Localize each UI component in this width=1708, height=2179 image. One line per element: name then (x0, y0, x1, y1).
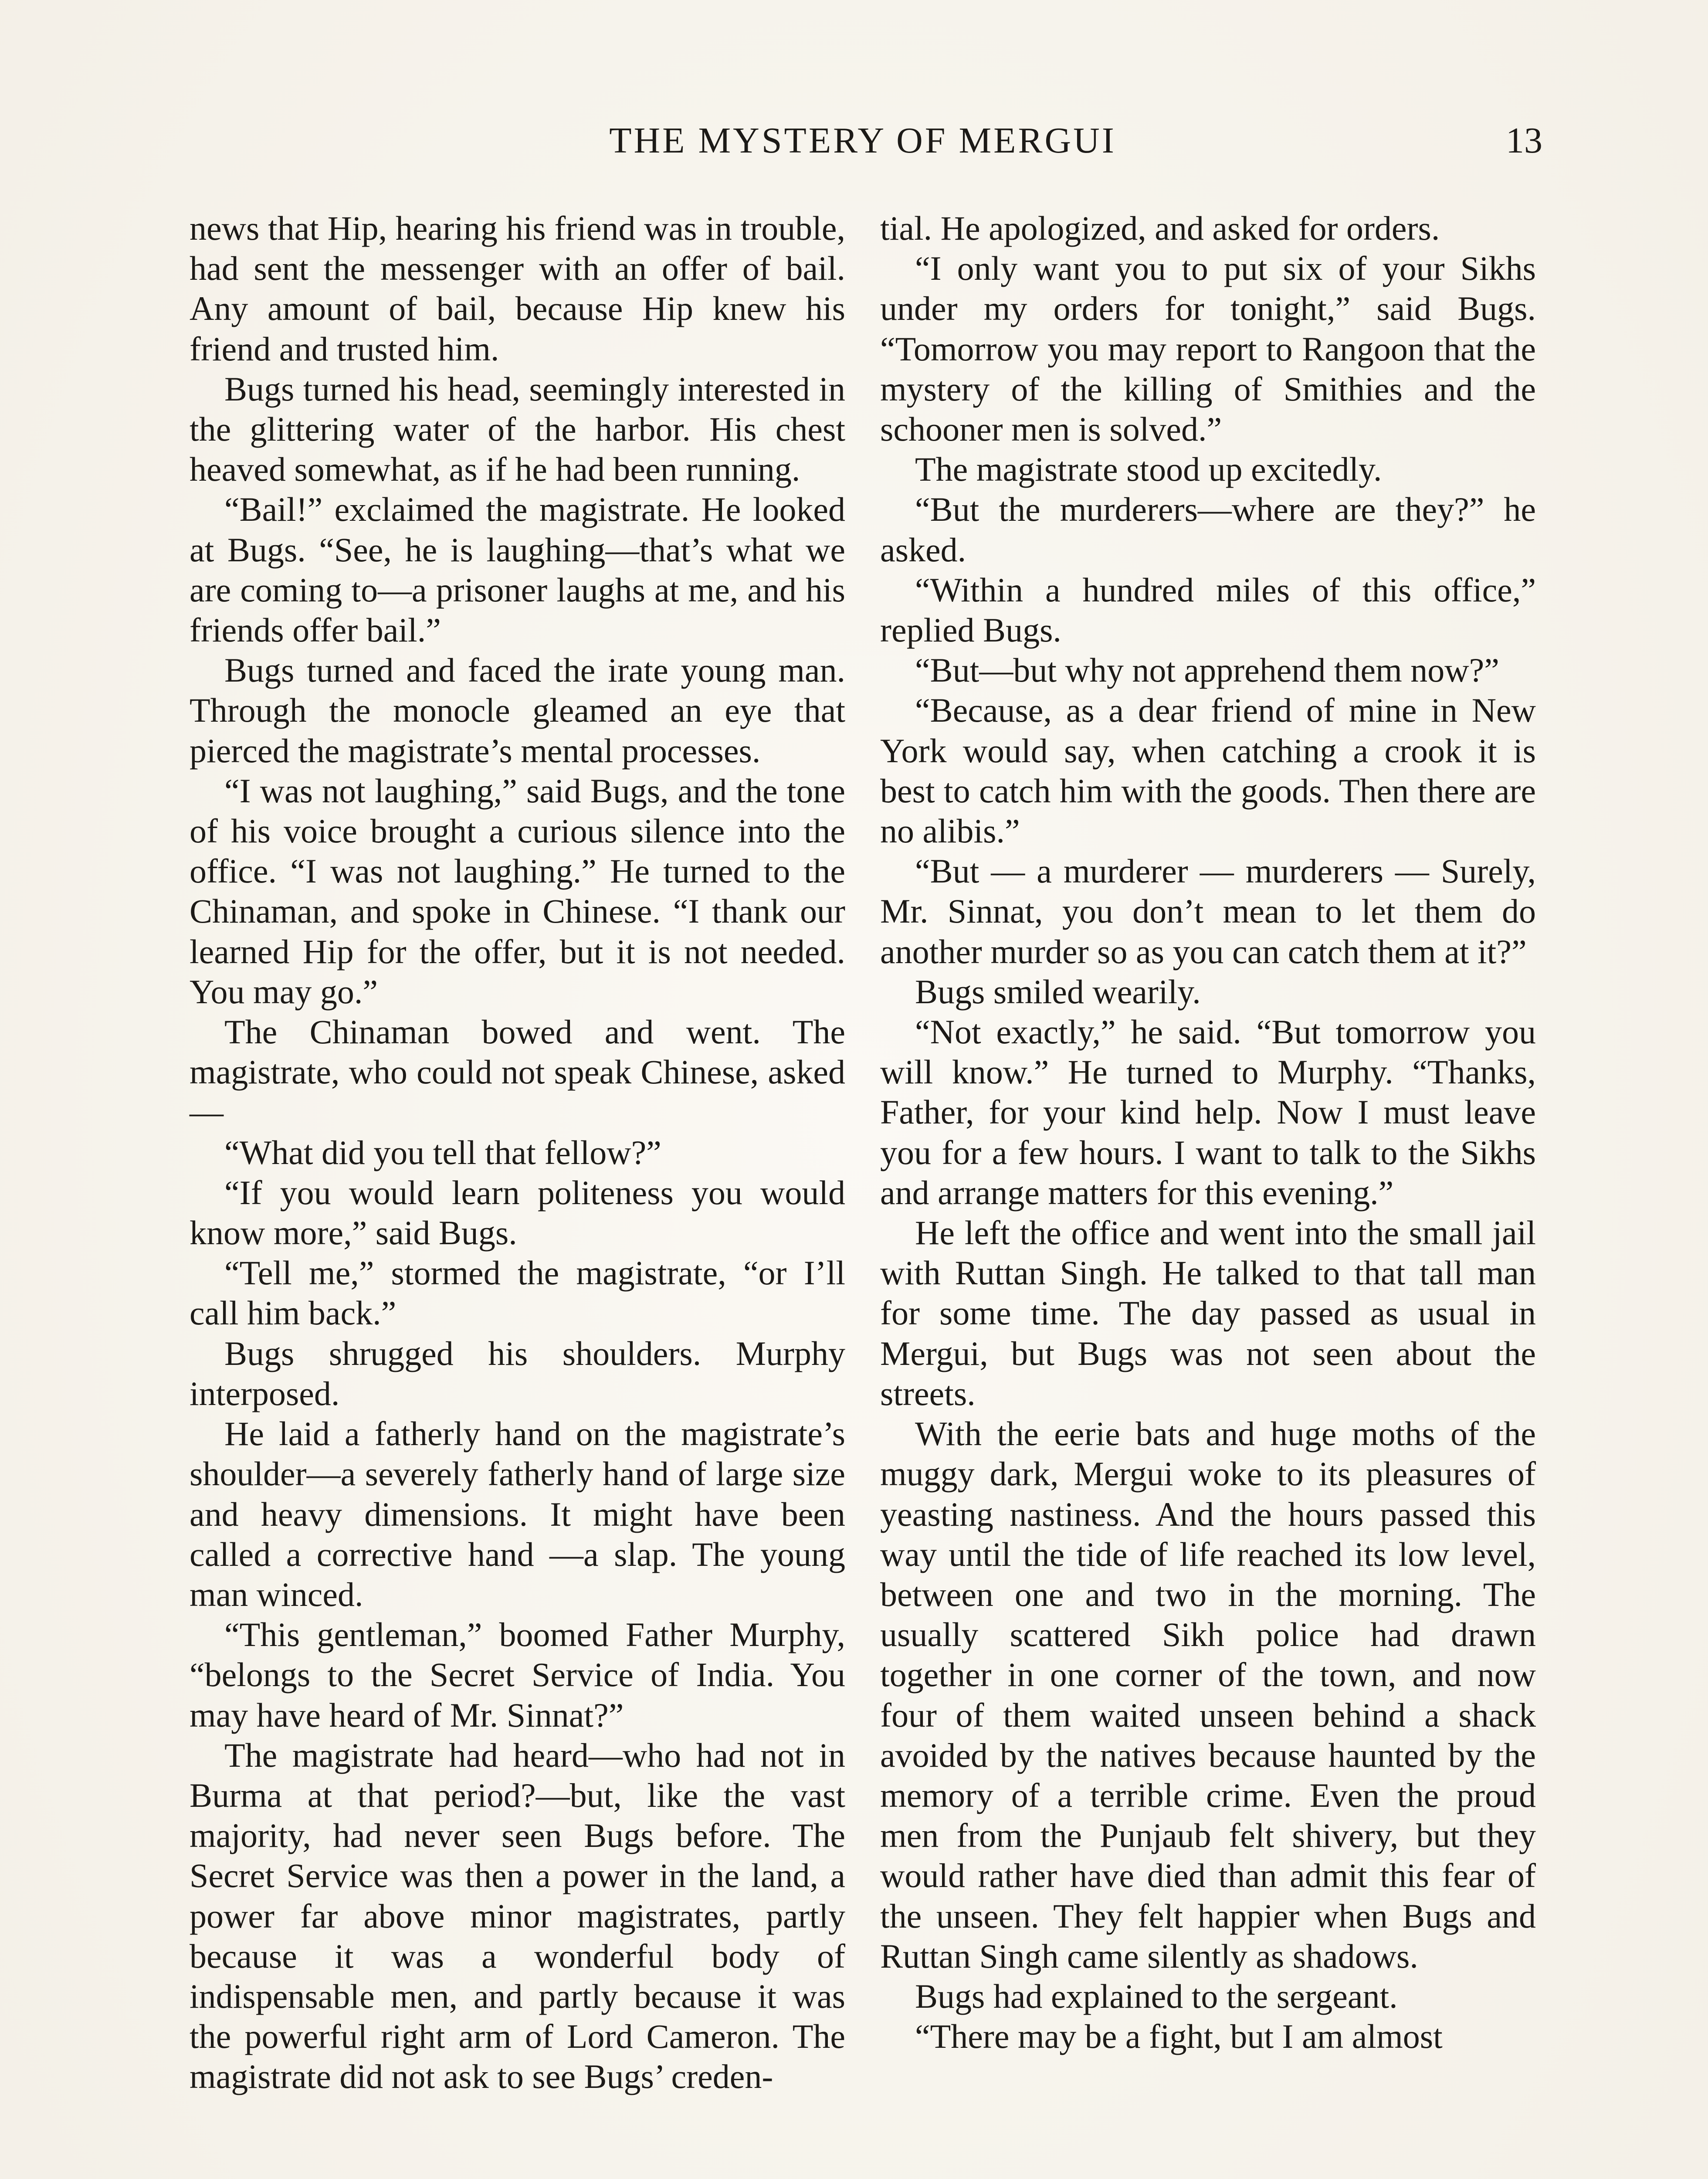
page-header (183, 117, 1542, 165)
paragraph: “Bail!” exclaimed the magistrate. He looked at Bugs. “See, he is laughing—that’s what we are coming to—a prisoner laughs at me, and his friends offer bail.” (190, 490, 845, 649)
paragraph: “If you would learn politeness you would know more,” said Bugs. (190, 1173, 845, 1252)
paragraph: Bugs shrugged his shoulders. Murphy interposed. (190, 1334, 845, 1412)
paragraph: tial. He apologized, and asked for orders. (880, 209, 1440, 247)
paragraph: Bugs turned and faced the irate young man. Through the monocle gleamed an eye that pierced the magistrate’s mental processes. (190, 651, 845, 770)
paragraph: “What did you tell that fellow?” (224, 1133, 661, 1171)
paragraph: Bugs smiled wearily. (915, 972, 1201, 1011)
paragraph: “Within a hundred miles of this office,” replied Bugs. (880, 570, 1536, 649)
paragraph: The Chinaman bowed and went. The magistrate, who could not speak Chinese, asked— (190, 1013, 845, 1131)
paragraph: Bugs had explained to the sergeant. (915, 1977, 1398, 2015)
paragraph: “But — a murderer — murderers — Surely, Mr. Sinnat, you don’t mean to let them do another murder so as you can catch them at it?” (880, 852, 1536, 971)
paragraph: “Because, as a dear friend of mine in New York would say, when catching a crook it is best to catch him with the goods. Then there are no alibis.” (880, 691, 1536, 850)
paragraph: “I only want you to put six of your Sikhs under my orders for tonight,” said Bugs. “Tomorrow you may report to Rangoon that the mystery of the killing of Smithies and the schooner men is solved.” (880, 249, 1536, 448)
paragraph: Bugs turned his head, seemingly interested in the glittering water of the harbor. His chest heaved somewhat, as if he had been running. (190, 370, 845, 489)
right-text-column (880, 208, 1536, 2057)
paragraph: The magistrate had heard—who had not in Burma at that period?—but, like the vast majority, had never seen Bugs before. The Secret Service was then a power in the land, a power far above minor magistrates, partly because it was a wonderful body of indispensable men, and partly because it was the powerful right arm of Lord Cameron. The magistrate did not ask to see Bugs’ creden- (190, 1736, 845, 2096)
paragraph: “Not exactly,” he said. “But tomorrow you will know.” He turned to Murphy. “Thanks, Father, for your kind help. Now I must leave you for a few hours. I want to talk to the Sikhs and arrange matters for this evening.” (880, 1013, 1536, 1212)
paragraph: news that Hip, hearing his friend was in trouble, had sent the messenger with an offer of bail. Any amount of bail, because Hip knew his friend and trusted him. (190, 209, 845, 368)
paragraph: “But the murderers—where are they?” he asked. (880, 490, 1536, 569)
running-title: THE MYSTERY OF MERGUI (609, 120, 1116, 161)
left-text-column (190, 208, 845, 2097)
paragraph: He laid a fatherly hand on the magistrate’s shoulder—a severely fatherly hand of large size and heavy dimensions. It might have been called a corrective hand —a slap. The young man winced. (190, 1415, 845, 1613)
paragraph: “Tell me,” stormed the magistrate, “or I’ll call him back.” (190, 1254, 845, 1332)
paragraph: The magistrate stood up excitedly. (915, 450, 1382, 489)
paragraph: “But—but why not apprehend them now?” (915, 651, 1499, 689)
page-number: 13 (1506, 120, 1542, 161)
paragraph: With the eerie bats and huge moths of the muggy dark, Mergui woke to its pleasures of yeasting nastiness. And the hours passed this way until the tide of life reached its low level, between one and two in the morning. The usually scattered Sikh police had drawn together in one corner of the town, and now four of them waited unseen behind a shack avoided by the natives because haunted by the memory of a terrible crime. Even the proud men from the Punjaub felt shivery, but they would rather have died than admit this fear of the unseen. They felt happier when Bugs and Ruttan Singh came silently as shadows. (880, 1415, 1536, 1975)
paragraph: “There may be a fight, but I am almost (915, 2017, 1443, 2056)
paragraph: He left the office and went into the small jail with Ruttan Singh. He talked to that tall man for some time. The day passed as usual in Mergui, but Bugs was not seen about the streets. (880, 1214, 1536, 1412)
paragraph: “I was not laughing,” said Bugs, and the tone of his voice brought a curious silence into the office. “I was not laughing.” He turned to the Chinaman, and spoke in Chinese. “I thank our learned Hip for the offer, but it is not needed. You may go.” (190, 771, 845, 1011)
paragraph: “This gentleman,” boomed Father Murphy, “belongs to the Secret Service of India. You may have heard of Mr. Sinnat?” (190, 1616, 845, 1734)
